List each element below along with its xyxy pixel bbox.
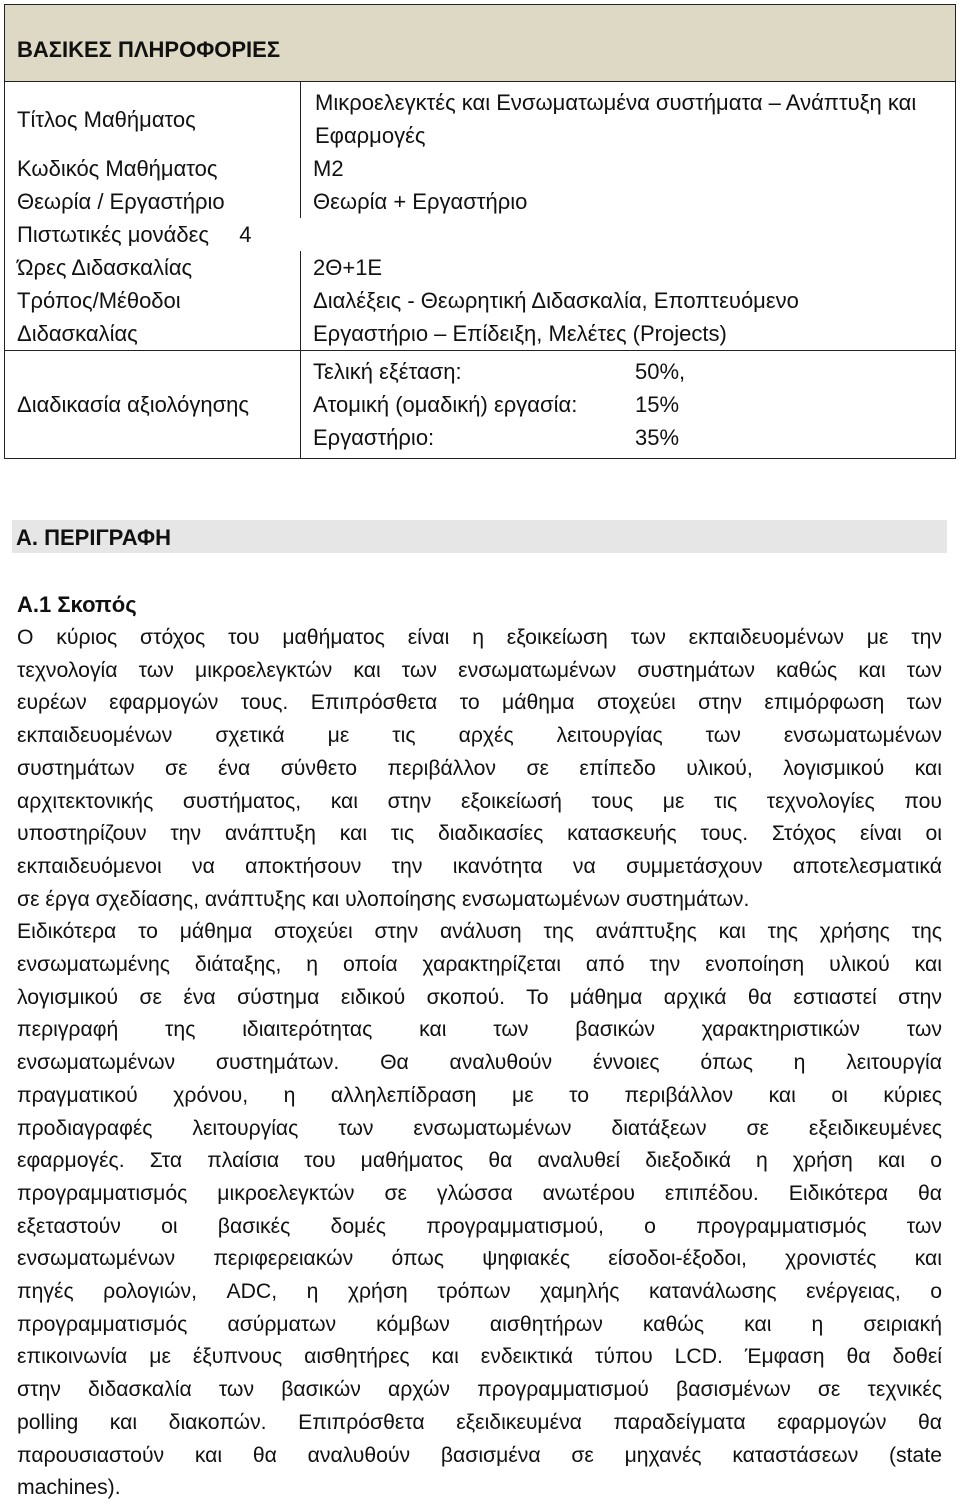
table-row [5, 251, 956, 284]
paragraph-line: ενσωματωμένων συστημάτων. Θα αναλυθούν έννοιες όπως η λειτουργία [17, 1051, 942, 1075]
course-info-table [4, 4, 956, 459]
paragraph-line: στην διδασκαλία των βασικών αρχών προγραμματισμού βασισμένων σε τεχνικές [17, 1378, 942, 1402]
row-label-type: Θεωρία / Εργαστήριο [5, 185, 301, 218]
assessment-item: Εργαστήριο: 35% [313, 425, 680, 450]
paragraph-line: ενσωματωμένης διάταξης, η οποία χαρακτηρίζεται από την ενοποίηση υλικού και [17, 953, 942, 977]
row-value-type: Θεωρία + Εργαστήριο [301, 185, 956, 218]
assessment-item: Ατομική (ομαδική) εργασία: 15% [313, 392, 680, 417]
row-value-methods: Διαλέξεις - Θεωρητική Διδασκαλία, Εποπτευόμενο Εργαστήριο – Επίδειξη, Μελέτες (Projects) [301, 284, 956, 351]
assessment-item: Τελική εξέταση: 50%, [313, 359, 686, 384]
paragraph-line: πηγές ρολογιών, ADC, η χρήση τρόπων χαμηλής κατανάλωσης ενέργειας, ο [17, 1280, 942, 1304]
paragraph-line: επικοινωνία με έξυπνους αισθητήρες και ενδεικτικά τύπου LCD. Έμφαση θα δοθεί [17, 1345, 942, 1369]
table-row [5, 82, 956, 153]
section-heading: Α. ΠΕΡΙΓΡΑΦΗ [12, 520, 947, 553]
table-row [5, 185, 956, 218]
paragraph-line: παρουσιαστούν και θα αναλυθούν βασισμένα σε μηχανές καταστάσεων (state [17, 1443, 942, 1467]
paragraph-line: polling και διακοπών. Επιπρόσθετα εξειδικευμένα παραδείγματα εφαρμογών θα [17, 1410, 942, 1434]
paragraph-line: προγραμματισμός ασύρματων κόμβων αισθητήρων καθώς και η σειριακή [17, 1312, 942, 1336]
row-label-methods: Τρόπος/Μέθοδοι Διδασκαλίας [5, 284, 301, 351]
table-row [5, 152, 956, 185]
paragraph-line: περιγραφή της ιδιαιτερότητας και των βασικών χαρακτηριστικών των [17, 1018, 942, 1042]
paragraph-line: λογισμικού σε ένα σύστημα ειδικού σκοπού. Το μάθημα αρχικά θα εστιαστεί στην [17, 985, 942, 1009]
row-label-code: Κωδικός Μαθήματος [5, 152, 301, 185]
paragraph-line: σε έργα σχεδίασης, ανάπτυξης και υλοποίησης ενσωματωμένων συστημάτων. [17, 887, 750, 911]
row-label-title: Τίτλος Μαθήματος [5, 82, 301, 153]
paragraph-line: υποστηρίζουν την ανάπτυξη και τις διαδικασίες κατασκευής τους. Στόχος είναι οι [17, 822, 942, 846]
paragraph-line: Ειδικότερα το μάθημα στοχεύει στην ανάλυση της ανάπτυξης και της χρήσης της [17, 920, 942, 944]
description-paragraph [17, 622, 942, 1505]
row-credits [5, 218, 956, 251]
assessment-list [301, 351, 956, 459]
row-label-credits: Πιστωτικές μονάδες [17, 222, 209, 247]
table-row [5, 351, 956, 459]
row-label-hours: Ώρες Διδασκαλίας [5, 251, 301, 284]
paragraph-line: Ο κύριος στόχος του μαθήματος είναι η εξοικείωση των εκπαιδευομένων με την [17, 626, 942, 649]
paragraph-line: εξεταστούν οι βασικές δομές προγραμματισμού, ο προγραμματισμός των [17, 1214, 942, 1238]
row-label-assessment: Διαδικασία αξιολόγησης [5, 351, 301, 459]
table-row [5, 284, 956, 351]
info-table-title: ΒΑΣΙΚΕΣ ΠΛΗΡΟΦΟΡΙΕΣ [5, 5, 956, 82]
paragraph-line: προδιαγραφές λειτουργίας των ενσωματωμένων διατάξεων σε εξειδικευμένες [17, 1116, 942, 1140]
paragraph-line: εφαρμογές. Στα πλαίσια του μαθήματος θα αναλυθεί διεξοδικά η χρήση και ο [17, 1149, 942, 1173]
paragraph-line: εκπαιδευομένων σχετικά με τις αρχές λειτουργίας των ενσωματωμένων [17, 724, 942, 748]
paragraph-line: ευρέων εφαρμογών τους. Επιπρόσθετα το μάθημα στοχεύει στην επιμόρφωση των [17, 691, 942, 715]
paragraph-line: machines). [17, 1476, 121, 1500]
paragraph-line: προγραμματισμός μικροελεγκτών σε γλώσσα ανωτέρου επιπέδου. Ειδικότερα θα [17, 1181, 942, 1205]
paragraph-line: συστημάτων σε ένα σύνθετο περιβάλλον σε επίπεδο υλικού, λογισμικού και [17, 756, 942, 780]
table-row [5, 218, 956, 251]
row-value-code: Μ2 [301, 152, 956, 185]
row-value-hours: 2Θ+1Ε [301, 251, 956, 284]
paragraph-line: εκπαιδευόμενοι να αποκτήσουν την ικανότητα να συμμετάσχουν αποτελεσματικά [17, 854, 942, 878]
row-value-credits: 4 [239, 222, 252, 247]
paragraph-line: αρχιτεκτονικής συστήματος, και στην εξοικείωσή τους με τις τεχνολογίες που [17, 789, 942, 813]
paragraph-line: πραγματικού χρόνου, η αλληλεπίδραση με το περιβάλλον και οι κύριες [17, 1083, 942, 1107]
paragraph-line: ενσωματωμένων περιφερειακών όπως ψηφιακές είσοδοι-έξοδοι, χρονιστές και [17, 1247, 942, 1271]
row-value-title: Μικροελεγκτές και Ενσωματωμένα συστήματα – Ανάπτυξη και Εφαρμογές [301, 82, 956, 153]
paragraph-line: τεχνολογία των μικροελεγκτών και των ενσωματωμένων συστημάτων καθώς και των [17, 658, 942, 682]
subsection-heading: Α.1 Σκοπός [17, 592, 137, 617]
